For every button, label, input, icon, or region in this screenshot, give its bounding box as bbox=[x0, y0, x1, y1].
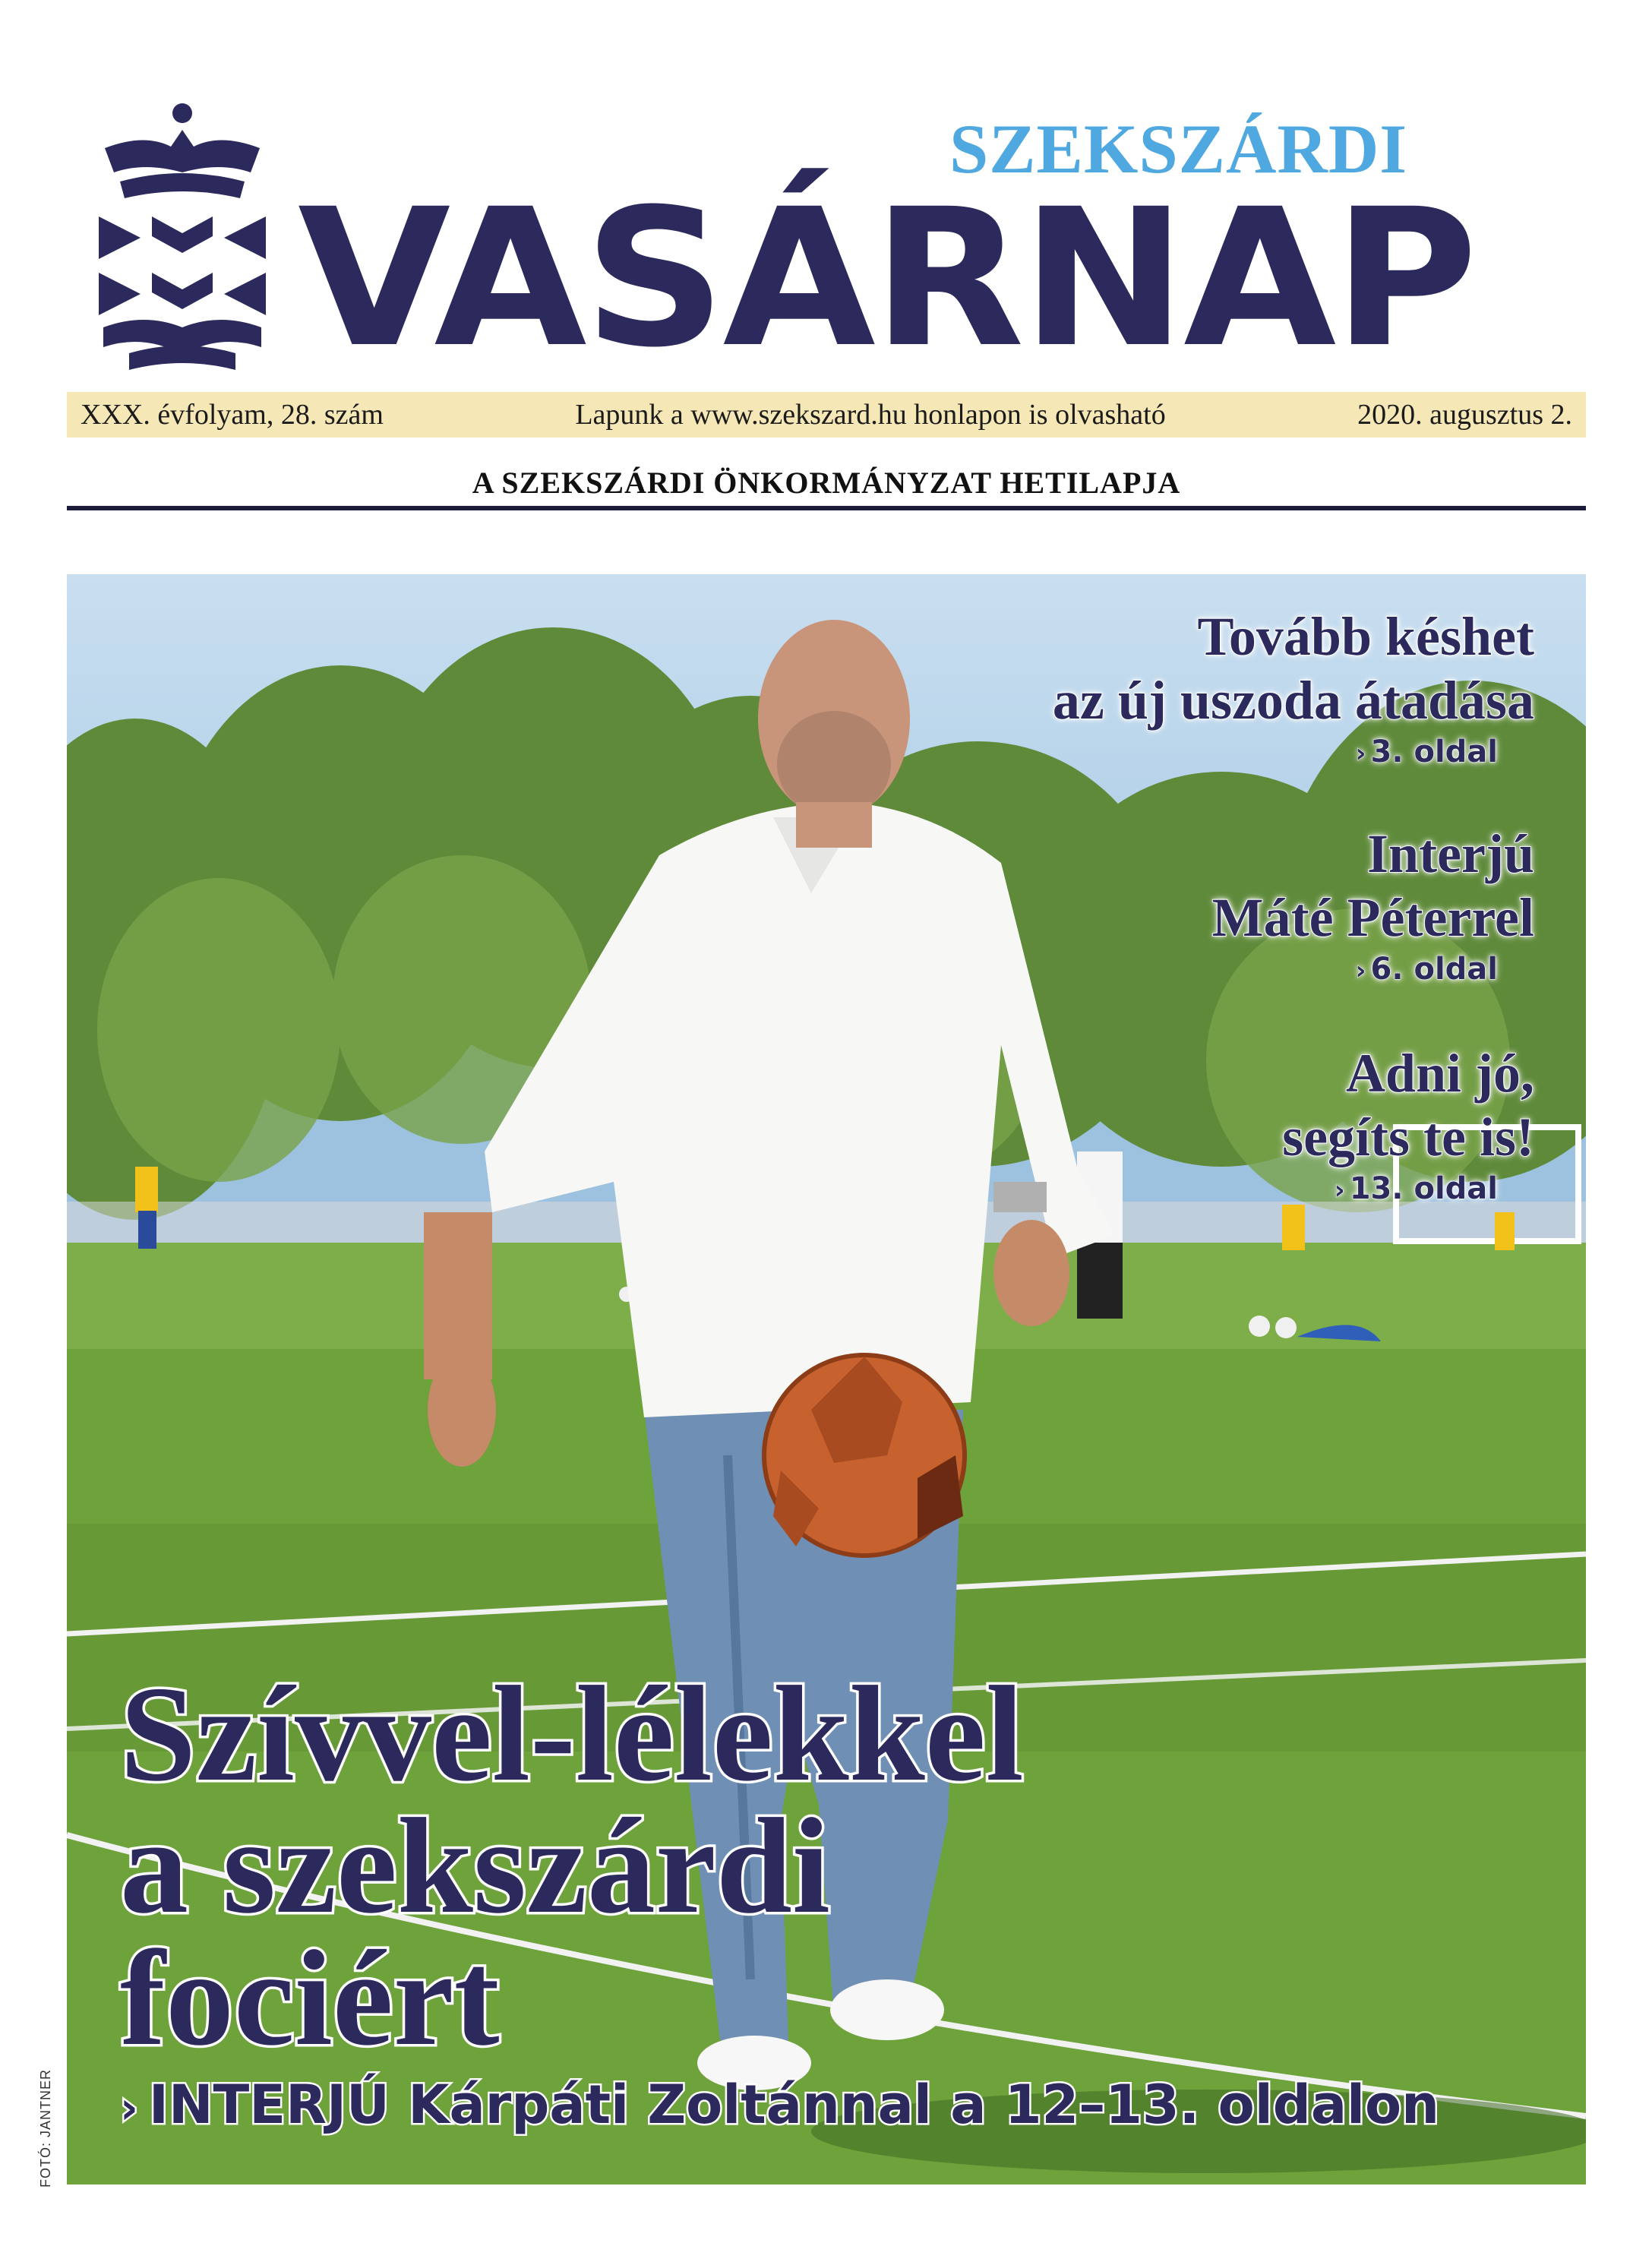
issue-number: XXX. évfolyam, 28. szám bbox=[81, 399, 384, 431]
teaser-title-line: az új uszoda átadása bbox=[1052, 670, 1534, 731]
teaser-title-line: Adni jó, bbox=[1345, 1043, 1534, 1104]
teaser-title-line: Interjú bbox=[1367, 823, 1534, 884]
teaser-page-ref bbox=[1282, 1169, 1498, 1210]
city-crest-icon bbox=[99, 103, 266, 376]
cover-photo bbox=[67, 574, 1586, 2184]
teaser-page-ref bbox=[1212, 949, 1498, 990]
masthead-title: VASÁRNAP bbox=[298, 168, 1475, 389]
headline-line: Szívvel-lélekkel bbox=[120, 1658, 1024, 1809]
headline-line: fociért bbox=[120, 1922, 500, 2074]
website-note: Lapunk a www.szekszard.hu honlapon is olvasható bbox=[575, 399, 1166, 431]
page-number: 13. oldal bbox=[1349, 1171, 1498, 1206]
teaser-title-line: segíts te is! bbox=[1282, 1107, 1534, 1167]
teaser-pool[interactable] bbox=[1053, 605, 1534, 773]
teaser-title-line: Tovább késhet bbox=[1197, 606, 1534, 667]
arrow-icon: › bbox=[1334, 1175, 1345, 1205]
publication-subtitle: A SZEKSZÁRDI ÖNKORMÁNYZAT HETILAPJA bbox=[472, 466, 1181, 500]
issue-info-bar bbox=[67, 392, 1586, 438]
masthead-kicker: SZEKSZÁRDI bbox=[949, 110, 1408, 188]
page-number: 3. oldal bbox=[1370, 734, 1498, 769]
masthead-divider bbox=[67, 506, 1586, 510]
arrow-icon: › bbox=[120, 2082, 138, 2134]
teaser-page-ref bbox=[1053, 732, 1498, 773]
interview-text: INTERJÚ Kárpáti Zoltánnal a 12–13. oldalon bbox=[148, 2074, 1439, 2136]
arrow-icon: › bbox=[1355, 738, 1366, 769]
teaser-title-line: Máté Péterrel bbox=[1211, 887, 1534, 948]
cover-headline[interactable] bbox=[120, 1658, 1259, 2074]
teaser-interview-mate[interactable] bbox=[1212, 822, 1534, 990]
interview-pointer[interactable] bbox=[120, 2074, 1563, 2138]
headline-line: a szekszárdi bbox=[120, 1790, 830, 1941]
issue-date: 2020. augusztus 2. bbox=[1357, 399, 1572, 431]
arrow-icon: › bbox=[1355, 956, 1366, 986]
photo-credit: FOTÓ: JANTNER bbox=[38, 2069, 53, 2188]
page-number: 6. oldal bbox=[1370, 952, 1498, 987]
teaser-charity[interactable] bbox=[1282, 1041, 1534, 1210]
